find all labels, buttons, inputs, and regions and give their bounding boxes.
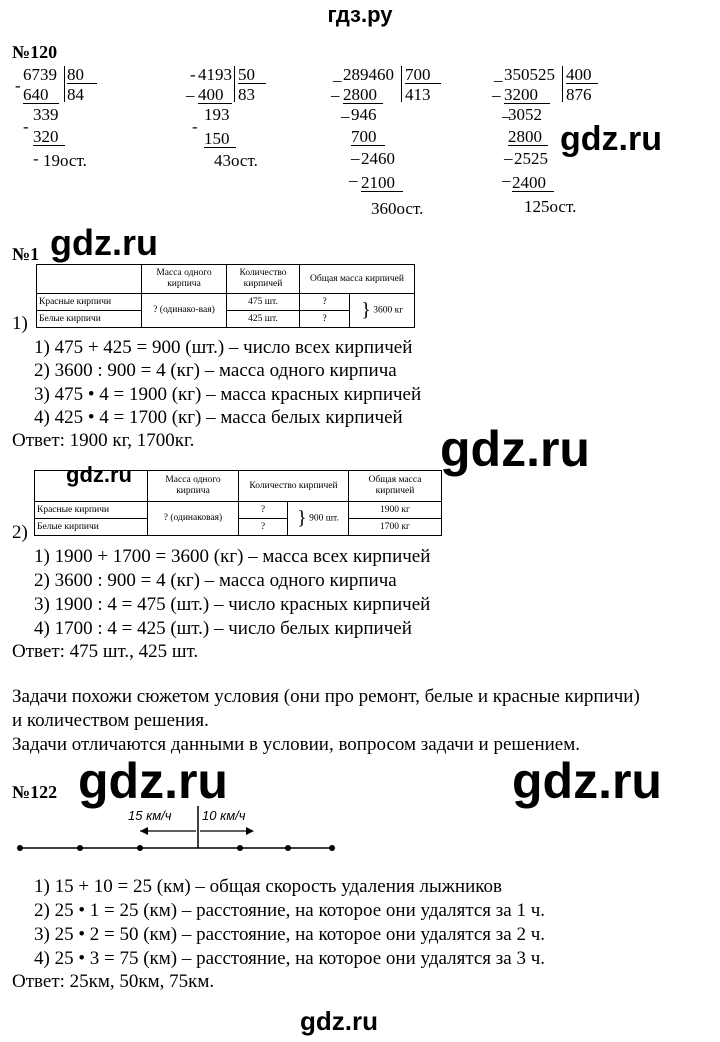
speed-right-label: 10 км/ч <box>202 808 246 823</box>
table-cell-mass: ? (одинаковая) <box>148 502 239 536</box>
table-header: Общая масса кирпичей <box>349 471 442 502</box>
subtrahend: 320 <box>33 128 65 146</box>
answer: Ответ: 25км, 50км, 75км. <box>12 971 215 992</box>
quotient: 84 <box>67 85 84 104</box>
comparison-text: и количеством решения. <box>12 710 209 731</box>
table-cell: ? <box>239 502 288 519</box>
divisor: 700 <box>405 66 441 84</box>
number-line <box>0 800 360 860</box>
table-cell-count-brace: } 900 шт. <box>288 502 349 536</box>
solution-step: 1) 15 + 10 = 25 (км) – общая скорость удаления лыжников <box>34 876 502 897</box>
table-part-2 <box>34 470 442 536</box>
table-cell: 425 шт. <box>227 311 300 328</box>
subtrahend: 2800 <box>508 128 548 146</box>
solution-step: 1) 1900 + 1700 = 3600 (кг) – масса всех кирпичей <box>34 546 431 567</box>
subtrahend: 2100 <box>361 174 403 192</box>
long-division-1: 6739 80 84 - 640 339 - 320 - 19ост. <box>15 66 125 186</box>
solution-step: 4) 25 • 3 = 75 (км) – расстояние, на которое они удалятся за 3 ч. <box>34 948 546 969</box>
watermark: gdz.ru <box>50 222 158 263</box>
table-cell-total-brace: } 3600 кг <box>350 294 415 328</box>
watermark: gdz.ru <box>66 462 132 487</box>
divisor: 50 <box>238 66 266 84</box>
part-1-label: 1) <box>12 313 28 334</box>
remainder: 360ост. <box>371 199 424 218</box>
divisor: 80 <box>67 66 97 84</box>
table-row-label: Красные кирпичи <box>37 294 142 311</box>
solution-step: 4) 425 • 4 = 1700 (кг) – масса белых кирпичей <box>34 407 403 428</box>
subtrahend: 3200 <box>504 86 550 104</box>
quotient: 413 <box>405 85 431 104</box>
table-cell: ? <box>300 294 350 311</box>
solution-step: 4) 1700 : 4 = 425 (шт.) – число белых кирпичей <box>34 618 412 639</box>
quotient: 876 <box>566 85 592 104</box>
partial: 946 <box>351 105 377 124</box>
table-cell: 1900 кг <box>349 502 442 519</box>
partial: 339 <box>33 105 59 124</box>
skiers-diagram <box>0 800 360 860</box>
subtrahend: 700 <box>351 128 385 146</box>
dividend: 350525 <box>504 65 555 84</box>
dividend: 289460 <box>343 65 394 84</box>
table-header: Количество кирпичей <box>239 471 349 502</box>
partial: 193 <box>204 105 230 124</box>
remainder: 43ост. <box>214 151 258 170</box>
task-120-number: №120 <box>12 42 58 62</box>
table-cell: 1700 кг <box>349 519 442 536</box>
table-header: Количество кирпичей <box>227 265 300 294</box>
table-cell-mass: ? (одинако-вая) <box>142 294 227 328</box>
long-division-4: _ 350525 400 876 _ 3200 _ 3052 2800 _ 2525 _ 2400 125ост. <box>494 66 634 226</box>
table-header: Масса одного кирпича <box>148 471 239 502</box>
quotient: 83 <box>238 85 255 104</box>
subtrahend: 2400 <box>512 174 554 192</box>
table-row-label: Красные кирпичи <box>35 502 148 519</box>
solution-step: 2) 3600 : 900 = 4 (кг) – масса одного кирпича <box>34 360 397 381</box>
table-cell: ? <box>300 311 350 328</box>
answer: Ответ: 1900 кг, 1700кг. <box>12 430 195 451</box>
watermark: gdz.ru <box>78 753 228 809</box>
remainder: 125ост. <box>524 197 577 216</box>
table-part-1 <box>36 264 415 328</box>
subtrahend: 2800 <box>343 86 383 104</box>
long-division-2: - 4193 50 83 _ 400 193 - 150 43ост. <box>182 66 292 186</box>
long-division-3: _ 289460 700 413 _ 2800 _ 946 700 _ 2460 _ 2100 360ост. <box>333 66 473 226</box>
solution-step: 1) 475 + 425 = 900 (шт.) – число всех кирпичей <box>34 337 413 358</box>
solution-step: 2) 25 • 1 = 25 (км) – расстояние, на которое они удалятся за 1 ч. <box>34 900 546 921</box>
subtrahend: 400 <box>198 86 232 104</box>
dividend: 6739 <box>23 65 57 84</box>
speed-left-label: 15 км/ч <box>128 808 172 823</box>
watermark: gdz.ru <box>560 120 662 158</box>
solution-step: 3) 1900 : 4 = 475 (шт.) – число красных кирпичей <box>34 594 431 615</box>
table-header: Общая масса кирпичей <box>300 265 415 294</box>
subtrahend: 150 <box>204 130 236 148</box>
answer: Ответ: 475 шт., 425 шт. <box>12 641 199 662</box>
solution-step: 3) 25 • 2 = 50 (км) – расстояние, на которое они удалятся за 2 ч. <box>34 924 546 945</box>
site-header: гдз.ру <box>327 2 393 27</box>
table-header-empty <box>37 265 142 294</box>
divisor: 400 <box>566 66 598 84</box>
table-cell: 475 шт. <box>227 294 300 311</box>
table-cell: ? <box>239 519 288 536</box>
partial: 3052 <box>508 105 542 124</box>
partial: 2525 <box>514 149 548 168</box>
comparison-text: Задачи похожи сюжетом условия (они про ремонт, белые и красные кирпичи) <box>12 686 640 707</box>
subtrahend: 640 <box>23 86 59 104</box>
task-121-number: №1 <box>12 244 40 264</box>
task-122-number: №122 <box>12 782 58 802</box>
table-row-label: Белые кирпичи <box>35 519 148 536</box>
partial: 2460 <box>361 149 395 168</box>
dividend: 4193 <box>198 65 232 84</box>
watermark: gdz.ru <box>300 1006 378 1036</box>
table-header-empty <box>35 471 148 502</box>
watermark: gdz.ru <box>512 753 662 809</box>
brace-value: 900 шт. <box>309 513 339 524</box>
solution-step: 3) 475 • 4 = 1900 (кг) – масса красных кирпичей <box>34 384 422 405</box>
table-row-label: Белые кирпичи <box>37 311 142 328</box>
brace-value: 3600 кг <box>373 305 404 316</box>
watermark: gdz.ru <box>440 421 590 477</box>
solution-step: 2) 3600 : 900 = 4 (кг) – масса одного кирпича <box>34 570 397 591</box>
remainder: 19ост. <box>43 151 87 170</box>
table-header: Масса одного кирпича <box>142 265 227 294</box>
part-2-label: 2) <box>12 522 28 543</box>
comparison-text: Задачи отличаются данными в условии, вопросом задачи и решением. <box>12 734 581 755</box>
